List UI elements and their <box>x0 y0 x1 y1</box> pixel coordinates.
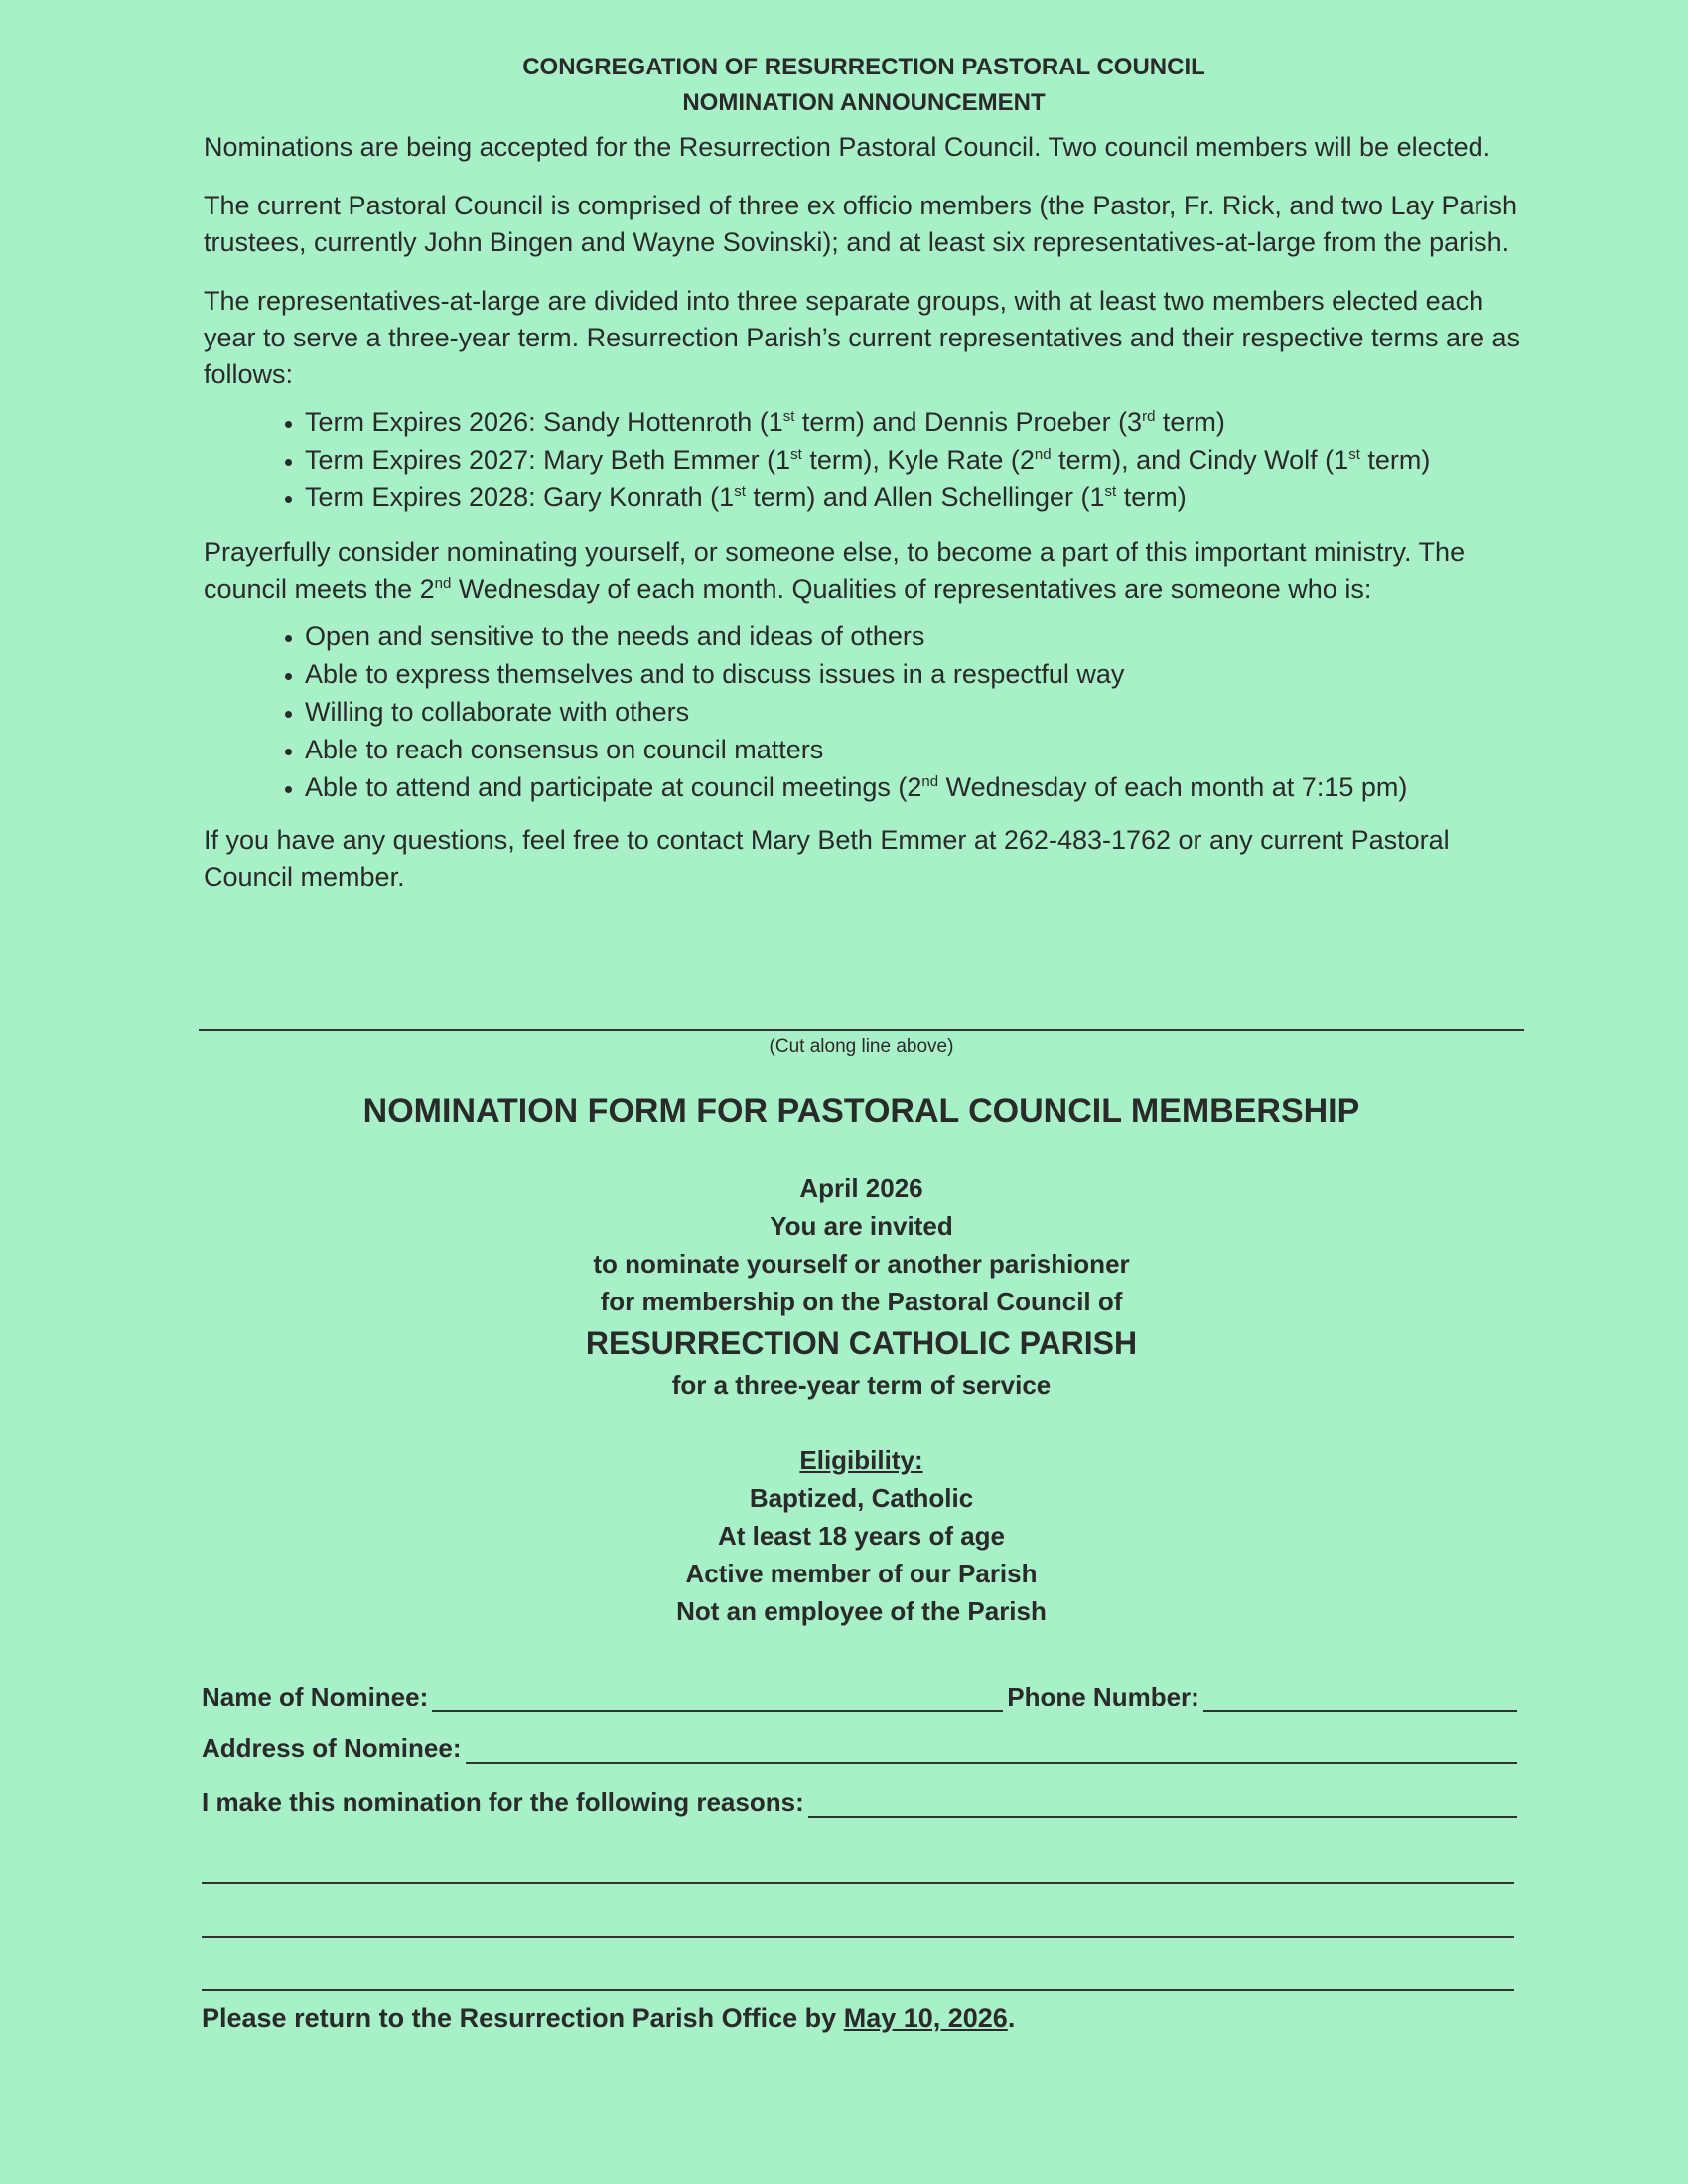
eligibility-item: Not an employee of the Parish <box>676 1596 1047 1626</box>
paragraph-nominations: Nominations are being accepted for the Resurrection Pastoral Council. Two council members will be elected. <box>204 132 1491 162</box>
paragraph-current-council: The current Pastoral Council is comprised of three ex officio members (the Pastor, Fr. Rick, and two Lay Parish trustees, currently John Bingen and Wayne Sovinski); and at least six representatives-at-large from the parish. <box>204 191 1518 257</box>
term-2027: • Term Expires 2027: Mary Beth Emmer (1st term), Kyle Rate (2nd term), and Cindy Wolf (1st term) <box>305 441 1524 478</box>
announcement-section <box>204 50 1524 895</box>
announcement-header <box>204 50 1524 121</box>
term-2026: • Term Expires 2026: Sandy Hottenroth (1st term) and Dennis Proeber (3rd term) <box>305 403 1524 441</box>
eligibility-item: At least 18 years of age <box>717 1521 1006 1551</box>
reasons-line[interactable] <box>202 1989 1514 1991</box>
address-field[interactable] <box>466 1736 1518 1764</box>
name-field[interactable] <box>432 1685 1003 1712</box>
eligibility-item: Baptized, Catholic <box>749 1483 974 1513</box>
parish-name: RESURRECTION CATHOLIC PARISH <box>585 1325 1138 1361</box>
eligibility-block <box>199 1441 1524 1630</box>
invite-line-2: to nominate yourself or another parishioner <box>593 1249 1130 1279</box>
name-label: Name of Nominee: <box>202 1682 429 1711</box>
eligibility-title: Eligibility: <box>799 1445 923 1475</box>
phone-field[interactable] <box>1203 1685 1517 1712</box>
quality-item: • Able to reach consensus on council matters <box>305 731 1524 768</box>
reasons-line[interactable] <box>202 1882 1514 1884</box>
terms-list <box>204 403 1524 516</box>
header-line-2: NOMINATION ANNOUNCEMENT <box>682 89 1046 116</box>
reasons-field[interactable] <box>808 1790 1517 1818</box>
address-label: Address of Nominee: <box>202 1733 462 1763</box>
eligibility-item: Active member of our Parish <box>685 1559 1038 1588</box>
quality-item: • Able to express themselves and to discuss issues in a respectful way <box>305 655 1524 693</box>
form-title: NOMINATION FORM FOR PASTORAL COUNCIL MEMBERSHIP <box>362 1092 1360 1130</box>
reasons-line[interactable] <box>202 1936 1514 1938</box>
return-instructions: Please return to the Resurrection Parish Office by May 10, 2026. <box>202 2003 1016 2033</box>
qualities-list <box>204 617 1524 806</box>
paragraph-representatives: The representatives-at-large are divided into three separate groups, with at least two members elected each year to serve a three-year term. Resurrection Parish’s current representatives and their respective terms are as follows: <box>204 286 1521 389</box>
quality-item: • Open and sensitive to the needs and ideas of others <box>305 617 1524 655</box>
invite-line-3: for membership on the Pastoral Council of <box>600 1287 1123 1316</box>
invitation-block <box>199 1169 1524 1404</box>
invite-line-1: You are invited <box>770 1211 953 1241</box>
quality-item: • Willing to collaborate with others <box>305 693 1524 731</box>
name-phone-row <box>202 1682 1517 1712</box>
header-line-1: CONGREGATION OF RESURRECTION PASTORAL COUNCIL <box>522 54 1205 80</box>
paragraph-prayerfully: Prayerfully consider nominating yourself, or someone else, to become a part of this important ministry. The council meets the 2nd Wednesday of each month. Qualities of representatives are someone who is: <box>204 537 1466 604</box>
phone-label: Phone Number: <box>1007 1682 1199 1711</box>
address-row <box>202 1733 1517 1764</box>
term-2028: • Term Expires 2028: Gary Konrath (1st term) and Allen Schellinger (1st term) <box>305 478 1524 516</box>
cut-line <box>199 1029 1524 1031</box>
reasons-label: I make this nomination for the following reasons: <box>202 1787 804 1817</box>
paragraph-contact: If you have any questions, feel free to contact Mary Beth Emmer at 262-483-1762 or any current Pastoral Council member. <box>204 825 1450 891</box>
return-date: May 10, 2026 <box>843 2003 1008 2033</box>
term-of-service: for a three-year term of service <box>671 1370 1052 1400</box>
quality-item: • Able to attend and participate at council meetings (2nd Wednesday of each month at 7:15 pm) <box>305 768 1524 806</box>
cut-note: (Cut along line above) <box>769 1036 954 1057</box>
reasons-row <box>202 1787 1517 1818</box>
form-date: April 2026 <box>799 1173 923 1203</box>
